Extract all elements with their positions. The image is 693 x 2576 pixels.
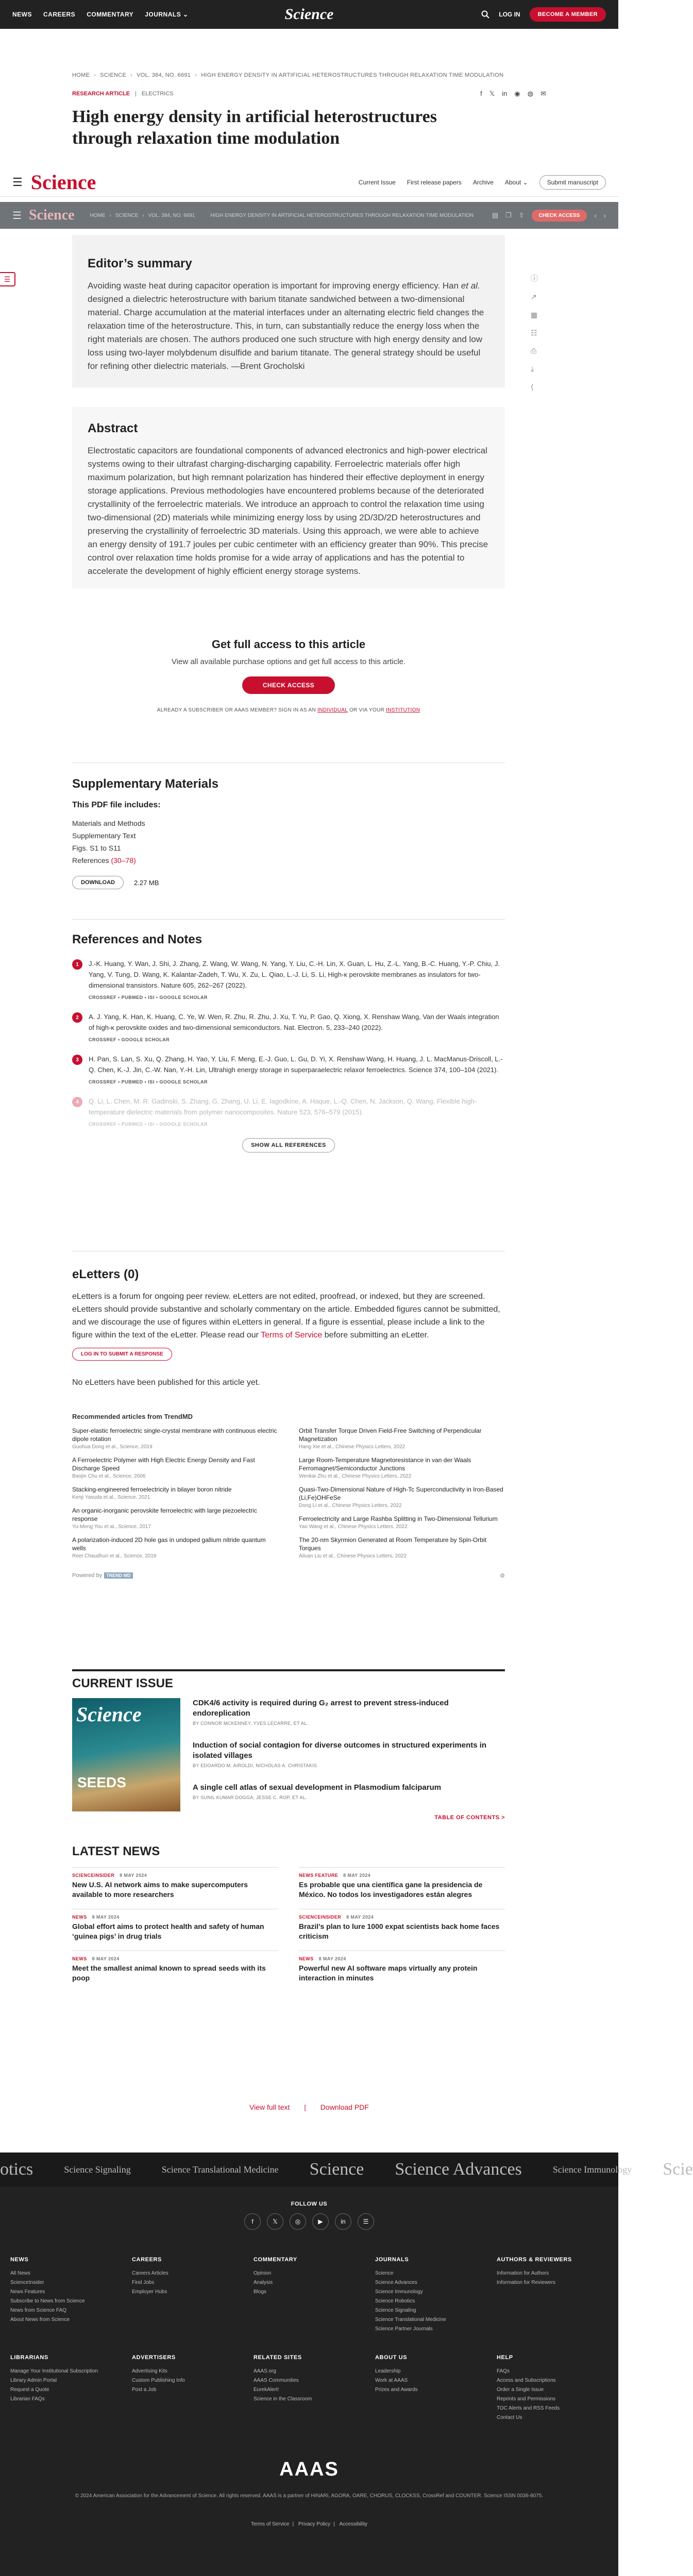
submit-response-button[interactable]: LOG IN TO SUBMIT A RESPONSE (72, 1348, 172, 1361)
signin-text: ALREADY A SUBSCRIBER OR AAAS MEMBER? SIGN IN AS AN INDIVIDUAL OR VIA YOUR INSTITUTION (157, 707, 420, 713)
facebook-icon[interactable]: f (480, 90, 482, 97)
news-item[interactable]: NEWS 8 MAY 2024 Meet the smallest animal known to spread seeds with its poop (72, 1951, 278, 1992)
abstract-heading: Abstract (88, 421, 138, 435)
footer-link[interactable]: Subscribe to News from Science (10, 2298, 85, 2304)
issue-cover-image[interactable] (72, 1698, 180, 1811)
breadcrumb-separator: › (94, 72, 96, 78)
article-meta (0, 78, 618, 98)
current-issue (72, 1669, 505, 1821)
reference-links[interactable]: CROSSREF • GOOGLE SCHOLAR (89, 1037, 170, 1042)
pdf-includes-heading: This PDF file includes: (72, 801, 161, 809)
nav-careers[interactable]: CAREERS (43, 11, 76, 18)
footer-link[interactable]: Library Admin Portal (10, 2378, 57, 2383)
breadcrumb (0, 29, 618, 78)
footer-link[interactable]: Librarian FAQs (10, 2396, 45, 2402)
toolbar-crumb[interactable]: HOME (90, 212, 106, 218)
references-icon[interactable]: ☷ (531, 329, 537, 337)
issue-article[interactable]: Induction of social contagion for diverse outcomes in structured experiments in isolated villages BY EDOARDO M. AIROLDI, NICHOLAS A. CHRISTAKIS (193, 1741, 487, 1768)
news-grid (72, 1867, 505, 1992)
footer-link[interactable]: Employer Hubs (132, 2289, 167, 2295)
current-issue-articles (193, 1698, 505, 1821)
toolbar-science-logo[interactable]: Science (28, 207, 75, 223)
summary-text: Avoiding waste heat during capacitor operation is important for improving energy efficiency. Han et al. designed a dielectric heterostructure with barium titanate sandwiched between a two-dimensional material. Charge accumulation at the material interfaces under an alternating electric field changes the relaxation time of the heterostructure. This, in turn, can substantially reduce the energy loss when the right materials are chosen. The authors produced one such structure with high energy density and low loss using two-layer molybdenum disulfide and barium titanate. The general strategy should be useful for refining other dielectric materials. —Brent Grocholski (88, 281, 484, 371)
footer-link[interactable]: Leadership (375, 2368, 401, 2374)
footer-link[interactable]: Manage Your Institutional Subscription (10, 2368, 98, 2374)
x-icon[interactable]: 𝕏 (267, 2213, 283, 2230)
recommended-heading: Recommended articles from TrendMD (72, 1413, 193, 1420)
individual-signin-link[interactable]: INDIVIDUAL (317, 707, 348, 713)
toolbar-breadcrumb (90, 213, 195, 218)
supplementary-item: Figs. S1 to S11 (72, 844, 121, 852)
footer-link[interactable]: Prizes and Awards (375, 2387, 418, 2393)
references-range-link[interactable]: (30–78) (111, 856, 136, 865)
footer-link[interactable]: FAQs (497, 2368, 510, 2374)
footer-column-heading: AUTHORS & REVIEWERS (497, 2257, 572, 2263)
footer-link[interactable]: Reprints and Permissions (497, 2396, 555, 2402)
prev-arrow-icon[interactable]: ‹ (594, 211, 597, 219)
link-about[interactable]: About ⌄ (504, 178, 528, 186)
download-row (72, 876, 505, 889)
footer-column (497, 2257, 608, 2334)
supplementary-materials (72, 777, 505, 889)
footer-link[interactable]: Request a Quote (10, 2387, 49, 2393)
current-issue-rule (72, 1669, 505, 1671)
footer-link[interactable]: Analysis (253, 2280, 273, 2285)
no-eletters-text: No eLetters have been published for this article yet. (72, 1378, 260, 1387)
journal-logo[interactable]: Science Signaling (64, 2164, 131, 2175)
supplement-icon[interactable]: ⎙ (531, 347, 537, 355)
footer-link[interactable]: Contact Us (497, 2415, 522, 2420)
breadcrumb-current: HIGH ENERGY DENSITY IN ARTIFICIAL HETEROSTRUCTURES THROUGH RELAXATION TIME MODULATION (201, 72, 504, 78)
news-item[interactable]: NEWS FEATURE 8 MAY 2024 Es probable que una científica gane la presidencia de México. No todos los investigadores están alegres (299, 1867, 505, 1909)
eletters-heading: eLetters (0) (72, 1267, 139, 1281)
hamburger-menu-icon[interactable]: ☰ (12, 175, 23, 189)
article-toolbar (0, 202, 618, 229)
news-item[interactable]: SCIENCEINSIDER 8 MAY 2024 New U.S. AI network aims to make supercomputers available to more researchers (72, 1867, 278, 1909)
meta-separator: | (135, 91, 137, 97)
summary-heading: Editor’s summary (88, 257, 192, 270)
footer-link[interactable]: TOC Alerts and RSS Feeds (497, 2405, 560, 2411)
reference-links[interactable]: CROSSREF • PUBMED • ISI • GOOGLE SCHOLAR (89, 1122, 208, 1127)
figures-icon[interactable]: ▦ (531, 311, 538, 319)
reference-number: 1 (72, 959, 82, 970)
editors-summary (72, 235, 505, 387)
aaas-logo[interactable]: AAAS (279, 2459, 339, 2480)
reference-text: J.-K. Huang, Y. Wan, J. Shi, J. Zhang, Z. Wang, W. Wang, N. Yang, Y. Liu, C.-H. Lin, X. Guan, L. Hu, Z.-L. Yang, B.-C. Huang, Y.-P. Chiu, J. Yang, V. Tung, D. Wang, K. Kalantar-Zadeh, T. Wu, X. Zu, L. Qiao, L.-J. Li, S. Li, High-κ perovskite membranes as insulators for two-dimensional transistors. Nature 605, 262–267 (2022). (89, 960, 500, 989)
share-side-icon[interactable]: ⟨ (531, 383, 534, 391)
sticky-nav (359, 175, 606, 190)
metrics-icon[interactable]: ↗ (531, 293, 537, 301)
news-item[interactable]: NEWS 8 MAY 2024 Global effort aims to protect health and safety of human ‘guinea pigs’ in drug trials (72, 1909, 278, 1951)
divider (72, 762, 505, 763)
social-icons (0, 2213, 618, 2230)
breadcrumb-science[interactable]: SCIENCE (100, 72, 127, 78)
recommended-item[interactable]: Quasi-Two-Dimensional Nature of High-Tc Superconductivity in Iron-Based (Li,Fe)OHFeSe Dong Li et al., Chinese Physics Letters, 2022 (299, 1486, 503, 1509)
reference-number: 4 (72, 1097, 82, 1107)
footer-link[interactable]: Opinion (253, 2270, 272, 2276)
show-all-references-button[interactable]: SHOW ALL REFERENCES (242, 1138, 335, 1153)
toolbar-crumb[interactable]: SCIENCE (115, 212, 139, 218)
supplementary-list (72, 817, 505, 867)
instagram-icon[interactable]: ◎ (290, 2213, 306, 2230)
supplementary-item: Materials and Methods (72, 819, 145, 827)
current-issue-heading: CURRENT ISSUE (72, 1676, 174, 1690)
terms-link[interactable]: Terms of Service (251, 2521, 290, 2527)
toolbar-check-access-button[interactable]: CHECK ACCESS (532, 210, 587, 222)
footer-link[interactable]: AAAS Communities (253, 2378, 299, 2383)
cover-logo: Science (76, 1703, 142, 1726)
access-subtext: View all available purchase options and get full access to this article. (171, 657, 406, 666)
footer-column (10, 2257, 122, 2334)
submit-manuscript-button[interactable]: Submit manuscript (539, 175, 606, 190)
recommended-columns (72, 1427, 505, 1565)
cover-title: SEEDS (77, 1774, 126, 1790)
footer-link[interactable]: ScienceInsider (10, 2280, 44, 2285)
current-issue-body (72, 1698, 505, 1821)
nav-journals[interactable]: JOURNALS ⌄ (145, 11, 189, 18)
link-current-issue[interactable]: Current Issue (358, 178, 396, 186)
footer-link[interactable]: About News from Science (10, 2317, 70, 2323)
facebook-icon[interactable]: f (244, 2213, 261, 2230)
footer-legal-links: Terms of Service | Privacy Policy | Accessibility (251, 2521, 367, 2527)
references-heading: References and Notes (72, 933, 202, 946)
share-icons (480, 90, 546, 98)
wechat-icon[interactable]: ◉ (514, 90, 520, 97)
footer-link[interactable]: News from Science FAQ (10, 2308, 66, 2313)
footer-column-heading: CAREERS (132, 2257, 162, 2263)
article-type: RESEARCH ARTICLE (72, 91, 130, 97)
reference-item (72, 1054, 505, 1084)
institution-signin-link[interactable]: INSTITUTION (386, 707, 420, 713)
recommended-item[interactable]: Orbit Transfer Torque Driven Field-Free Switching of Perpendicular Magnetization Hang Xie et al., Chinese Physics Letters, 2022 (299, 1427, 482, 1450)
footer-column (132, 2257, 243, 2334)
footer-column-heading: NEWS (10, 2257, 29, 2263)
footer-link[interactable]: Science Signaling (375, 2308, 416, 2313)
divider (72, 919, 505, 920)
abstract (72, 407, 505, 588)
footer-link[interactable]: Science Robotics (375, 2298, 415, 2304)
footer-column-heading: COMMENTARY (253, 2257, 297, 2263)
access-section (72, 638, 505, 713)
supplementary-item: References (30–78) (72, 856, 136, 865)
recommended-articles (72, 1413, 505, 1579)
footer-link[interactable]: AAAS.org (253, 2368, 276, 2374)
top-header (0, 0, 618, 29)
footer-link[interactable]: Custom Publishing Info (132, 2378, 185, 2383)
footer-column-heading: JOURNALS (375, 2257, 409, 2263)
toolbar-crumb-separator: › (109, 212, 111, 218)
download-pdf-link[interactable]: Download PDF (320, 2103, 369, 2111)
footer-row-1 (0, 2257, 618, 2334)
footer-link[interactable]: All News (10, 2270, 30, 2276)
check-access-button[interactable]: CHECK ACCESS (242, 676, 335, 694)
accessibility-link[interactable]: Accessibility (339, 2521, 367, 2527)
toolbar-title: HIGH ENERGY DENSITY IN ARTIFICIAL HETEROSTRUCTURES THROUGH RELAXATION TIME MODULATION (210, 212, 474, 218)
settings-gear-icon[interactable]: ⚙ (500, 1573, 505, 1579)
journal-family-strip (0, 2153, 693, 2187)
footer-column (253, 2354, 365, 2422)
eletters-section (72, 1267, 505, 1389)
abstract-text: Electrostatic capacitors are foundational components of advanced electronics and high-power electrical systems owing to their ultrafast charging-discharging capability. Ferroelectric materials offer high maximum polarization, but high remnant polarization has hindered their effective deployment in energy storage applications. Previous methodologies have encountered problems because of the deteriorated crystallinity of the ferroelectric materials. We introduce an approach to control the relaxation time using two-dimensional (2D) materials while minimizing energy loss by using 2D/3D/2D heterostructures and preserving the crystallinity of ferroelectric 3D materials. Using this approach, we were able to achieve an energy density of 191.7 joules per cubic centimeter with an efficiency greater than 90%. This precise control over relaxation time holds promise for a wide array of applications and has the potential to accelerate the development of highly efficient energy storage systems. (88, 446, 488, 576)
reference-item (72, 1096, 505, 1127)
rss-icon[interactable]: ☰ (358, 2213, 374, 2230)
footer-link[interactable]: EurekAlert! (253, 2387, 279, 2393)
footer-link[interactable]: Science (375, 2270, 394, 2276)
footer-link[interactable]: Order a Single Issue (497, 2387, 544, 2393)
article-title: High energy density in artificial heterostructures through relaxation time modulation (72, 107, 437, 148)
news-item[interactable]: NEWS 8 MAY 2024 Powerful new AI software maps virtually any protein interaction in minutes (299, 1951, 505, 1992)
issue-article[interactable]: A single cell atlas of sexual development in Plasmodium falciparum BY SUNIL KUMAR DOGGA, JESSE C. ROP, ET AL. (193, 1783, 442, 1800)
powered-by: Powered by TREND MD ⚙ (72, 1572, 505, 1579)
copyright-text: © 2024 American Association for the Advancement of Science. All rights reserved. AAAS is a partner of HINARI, AGORA, OARE, CHORUS, CLOCKSS, CrossRef and COUNTER. Science ISSN 0036-8075. (75, 2493, 544, 2499)
linkedin-icon[interactable]: in (502, 90, 508, 97)
footer (0, 2187, 618, 2576)
footer-link[interactable]: News Features (10, 2289, 45, 2295)
breadcrumb-home[interactable]: HOME (72, 72, 90, 78)
footer-link[interactable]: Science Partner Journals (375, 2326, 433, 2332)
search-icon[interactable] (481, 10, 489, 19)
footer-column (375, 2354, 486, 2422)
share-icon[interactable]: ⇪ (518, 211, 525, 219)
footer-link[interactable]: Access and Subscriptions (497, 2378, 556, 2383)
journal-logo[interactable]: Science Translational Medicine (161, 2164, 279, 2175)
footer-column-heading: ADVERTISERS (132, 2354, 176, 2361)
follow-us-heading: FOLLOW US (291, 2201, 328, 2207)
reference-number: 2 (72, 1012, 82, 1023)
supplementary-item: Supplementary Text (72, 832, 136, 840)
science-logo[interactable]: Science (284, 6, 334, 23)
toolbar-right (492, 210, 606, 222)
recommended-right (299, 1427, 505, 1565)
breadcrumb-separator: › (195, 72, 197, 78)
footer-link[interactable]: Find Jobs (132, 2280, 155, 2285)
footer-link[interactable]: Information for Reviewers (497, 2280, 555, 2285)
reference-item (72, 1011, 505, 1042)
footer-column-heading: RELATED SITES (253, 2354, 302, 2361)
footer-link[interactable]: Science in the Classroom (253, 2396, 312, 2402)
toolbar-menu-icon[interactable]: ☰ (12, 210, 22, 222)
download-icon[interactable]: ⤓ (531, 365, 534, 373)
footer-column (497, 2354, 608, 2422)
terms-of-service-link[interactable]: Terms of Service (261, 1331, 323, 1340)
footer-link[interactable]: Careers Articles (132, 2270, 168, 2276)
footer-column (10, 2354, 122, 2422)
access-heading: Get full access to this article (211, 638, 366, 651)
side-tools (531, 273, 538, 392)
pdf-icon[interactable]: ▤ (492, 211, 499, 219)
journal-logo[interactable]: otics (0, 2160, 33, 2179)
info-icon[interactable]: ⓘ (531, 274, 538, 282)
footer-column (375, 2257, 486, 2334)
link-first-release[interactable]: First release papers (407, 178, 462, 186)
latest-news-heading: LATEST NEWS (72, 1844, 160, 1858)
view-full-text-link[interactable]: View full text (249, 2103, 290, 2111)
toolbar-crumb[interactable]: VOL. 384, NO. 6691 (148, 212, 195, 218)
trendmd-logo[interactable]: TREND MD (104, 1572, 133, 1579)
references-section (72, 933, 505, 1153)
recommended-item[interactable]: Super-elastic ferroelectric single-crystal membrane with continuous electric dipole rotation Guohua Dong et al., Science, 2019 (72, 1427, 277, 1450)
footer-column-heading: LIBRARIANS (10, 2354, 48, 2361)
nav-news[interactable]: NEWS (12, 11, 32, 18)
footer-link[interactable]: Science Immunology (375, 2289, 423, 2295)
top-nav (12, 11, 189, 18)
recommended-item[interactable]: Ferroelectricity and Large Rashba Splitting in Two-Dimensional Tellurium Yao Wang et al., Chinese Physics Letters, 2022 (299, 1515, 498, 1530)
table-of-contents-link[interactable]: TABLE OF CONTENTS > (434, 1815, 505, 1821)
supplementary-heading: Supplementary Materials (72, 777, 219, 791)
recommended-item[interactable]: Large Room-Temperature Magnetoresistance in van der Waals Ferromagnet/Semiconductor Junctions Wenkai Zhu et al., Chinese Physics Letters, 2022 (299, 1456, 471, 1479)
issue-article[interactable]: CDK4/6 activity is required during G₂ arrest to prevent stress-induced endoreplication BY CONNOR MCKENNEY, YVES LECARRE, ET AL. (193, 1699, 449, 1726)
reference-text: Q. Li, L. Chen, M. R. Gadinski, S. Zhang, G. Zhang, U. Li, E. Iagodkine, A. Haque, L.-Q. Chen, N. Jackson, Q. Wang, Flexible high-temperature dielectric materials from polymer nanocomposites. Nature 523, 576–579 (2015). (89, 1097, 477, 1116)
sticky-science-bar (0, 168, 618, 197)
reference-item (72, 958, 505, 1000)
bookmark-icon[interactable]: ❐ (505, 211, 512, 219)
recommended-item[interactable]: An organic-inorganic perovskite ferroelectric with large piezoelectric response Yu-Meng You et al., Science, 2017 (72, 1507, 257, 1530)
sticky-science-logo[interactable]: Science (30, 171, 96, 194)
article-section: ELECTRICS (141, 91, 174, 97)
recommended-item[interactable]: A polarization-induced 2D hole gas in undoped gallium nitride quantum wells Reet Chaudhuri et al., Science, 2019 (72, 1536, 266, 1559)
toolbar-crumb-separator: › (142, 212, 144, 218)
login-link[interactable]: LOG IN (499, 11, 520, 18)
recommended-item[interactable]: Stacking-engineered ferroelectricity in bilayer boron nitride Kenji Yasuda et al., Science, 2021 (72, 1486, 232, 1500)
youtube-icon[interactable]: ▶ (312, 2213, 329, 2230)
journal-logo[interactable]: Science Advances (395, 2160, 522, 2179)
latest-news (72, 1844, 505, 1992)
x-icon[interactable]: 𝕏 (489, 90, 495, 97)
side-panel-toggle-icon[interactable]: ☰ (0, 272, 15, 286)
top-right (481, 7, 606, 22)
footer-link[interactable]: Information for Authors (497, 2270, 549, 2276)
reference-number: 3 (72, 1055, 82, 1065)
nav-commentary[interactable]: COMMENTARY (87, 11, 134, 18)
reference-text: A. J. Yang, K. Han, K. Huang, C. Ye, W. Wen, R. Zhu, R. Zhu, J. Xu, T. Yu, P. Gao, Q. Xiong, X. Renshaw Wang, Van der Waals integration of high-κ perovskite oxides and two-dimensional semiconductors. Nat. Electron. 5, 233–240 (2022). (89, 1013, 499, 1031)
breadcrumb-volume[interactable]: VOL. 384, NO. 6691 (137, 72, 191, 78)
linkedin-icon[interactable]: in (335, 2213, 351, 2230)
journal-logo[interactable]: Science (309, 2160, 364, 2179)
footer-link[interactable]: Advertising Kits (132, 2368, 167, 2374)
eletters-text: eLetters is a forum for ongoing peer review. eLetters are not edited, proofread, or indexed, but they are screened. eLetters should provide substantive and scholarly commentary on the article. Embedded figures cannot be submitted, and we discourage the use of figures within eLetters in general. If a figure is essential, please include a link to the figure within the text of the eLetter. Please read our Terms of Service before submitting an eLetter. (72, 1292, 500, 1340)
recommended-item[interactable]: The 20-nm Skyrmion Generated at Room Temperature by Spin-Orbit Torques Ailuan Liu et al., Chinese Physics Letters, 2022 (299, 1536, 486, 1559)
bottom-links (0, 2103, 618, 2111)
footer-link[interactable]: Science Translational Medicine (375, 2317, 446, 2323)
footer-row-2 (0, 2354, 618, 2422)
reference-links[interactable]: CROSSREF • PUBMED • ISI • GOOGLE SCHOLAR (89, 995, 208, 1000)
journal-logo[interactable]: Scie (663, 2160, 693, 2179)
footer-link[interactable]: Blogs (253, 2289, 267, 2295)
reference-links[interactable]: CROSSREF • PUBMED • ISI • GOOGLE SCHOLAR (89, 1079, 208, 1084)
footer-link[interactable]: Science Advances (375, 2280, 417, 2285)
footer-link[interactable]: Post a Job (132, 2387, 157, 2393)
recommended-left (72, 1427, 278, 1565)
news-item[interactable]: SCIENCEINSIDER 8 MAY 2024 Brazil’s plan to lure 1000 expat scientists back home faces criticism (299, 1909, 505, 1951)
reference-text: H. Pan, S. Lan, S. Xu, Q. Zhang, H. Yao, Y. Liu, F. Meng, E.-J. Guo, L. Gu, D. Yi, X. Renshaw Wang, H. Huang, J. L. MacManus-Driscoll, L.-Q. Chen, K.-J. Jin, C.-W. Nan, Y.-H. Lin, Ultrahigh energy storage in superparaelectric relaxor ferroelectrics. Science 374, 100–104 (2021). (89, 1055, 503, 1074)
privacy-link[interactable]: Privacy Policy (298, 2521, 331, 2527)
footer-column (253, 2257, 365, 2334)
bottom-links-separator: | (304, 2103, 306, 2111)
link-archive[interactable]: Archive (472, 178, 494, 186)
journal-logo[interactable]: Science Immunology (552, 2164, 632, 2175)
file-size: 2.27 MB (134, 878, 159, 887)
footer-column-heading: HELP (497, 2354, 513, 2361)
email-icon[interactable]: ✉ (540, 90, 546, 97)
next-arrow-icon[interactable]: › (603, 211, 606, 219)
breadcrumb-separator: › (130, 72, 133, 78)
footer-link[interactable]: Work at AAAS (375, 2378, 408, 2383)
download-button[interactable]: DOWNLOAD (72, 876, 124, 889)
footer-column-heading: ABOUT US (375, 2354, 408, 2361)
reddit-icon[interactable]: ◍ (527, 90, 534, 97)
recommended-item[interactable]: A Ferroelectric Polymer with High Electric Energy Density and Fast Discharge Speed Baojin Chu et al., Science, 2006 (72, 1456, 255, 1479)
become-member-button[interactable]: BECOME A MEMBER (530, 7, 606, 22)
footer-column (132, 2354, 243, 2422)
